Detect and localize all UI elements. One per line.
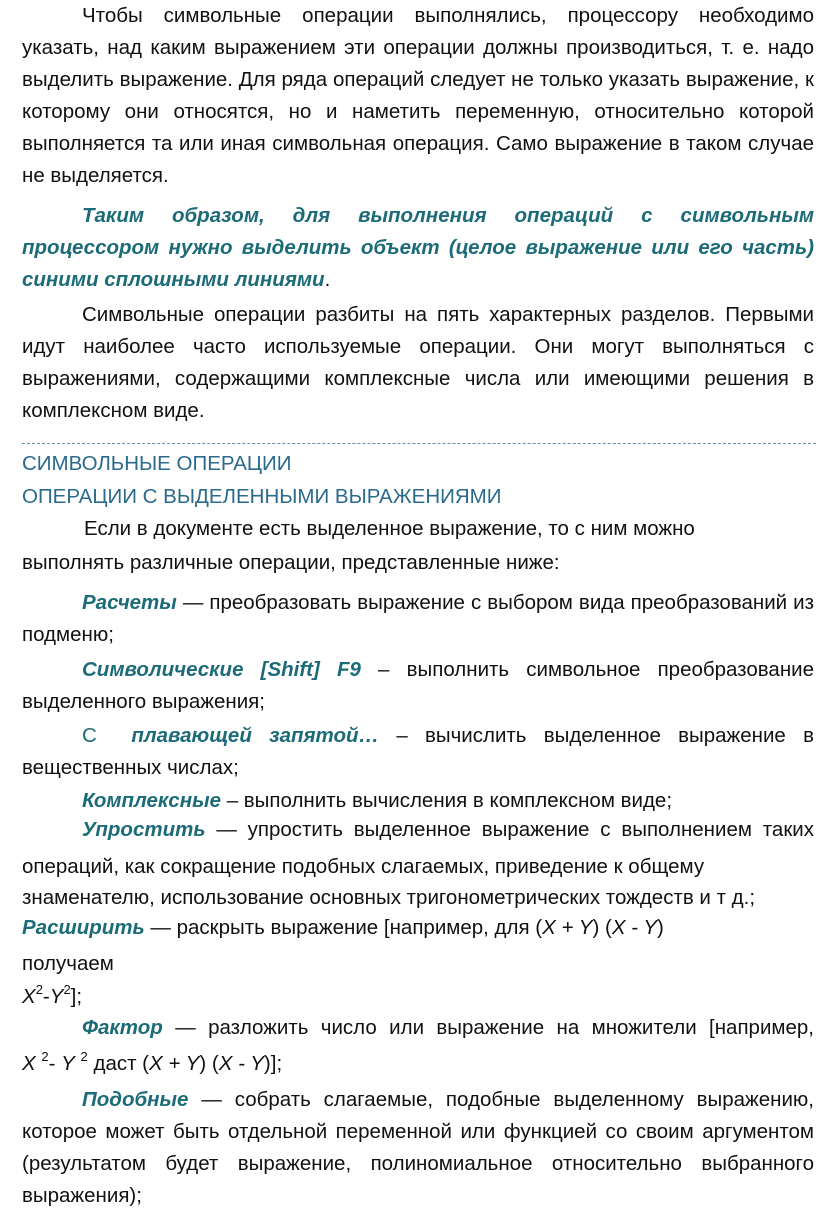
item-simplify-line-3: знаменателю, использование основных тригонометрических тождеств и т д.; (22, 886, 756, 909)
symb-description: – выполнить символьное преобразование выделенного выражения; (22, 658, 814, 713)
intro-paragraph-3: Символьные операции разбиты на пять характерных разделов. Первыми идут наиболее часто используемые операции. Они могут выполняться с выражениями, содержащими комплексные числа или имеющими решения в комплексном виде. (22, 303, 814, 422)
section-separator (22, 443, 816, 444)
term-floating: плавающей запятой… (131, 724, 380, 747)
term-similar: Подобные (82, 1088, 189, 1111)
section-heading: СИМВОЛЬНЫЕ ОПЕРАЦИИ (22, 452, 292, 475)
complex-description: – выполнить вычисления в комплексном виде; (221, 789, 673, 812)
term-complex: Комплексные (82, 789, 221, 812)
item-factor-line-1: Фактор — разложить число или выражение на множители [например, (82, 1016, 814, 1039)
expand-result-label: получаем (22, 952, 114, 975)
simplify-description-1: — упростить выделенное выражение с выполнением таких (205, 818, 814, 841)
item-floating (22, 720, 814, 784)
item-simplify-line-1 (82, 816, 814, 844)
float-description: – вычислить выделенное выражение в вещественных числах; (22, 724, 814, 779)
term-symbolic: Символические [Shift] F9 (82, 658, 361, 681)
intro-paragraph-2 (22, 200, 814, 296)
term-simplify: Упростить (82, 818, 206, 841)
item-symbolic (22, 654, 814, 718)
float-prefix: С (82, 724, 97, 747)
similar-description: — собрать слагаемые, подобные выделенному выражению, которое может быть отдельной переменной или функцией со своим аргументом (результатом будет выражение, полиномиальное относительно выбранного выражения); (22, 1088, 814, 1207)
expand-result-formula: $X^2-Y^2$]; (22, 982, 83, 1008)
emphasis-period: . (324, 268, 331, 291)
lead-line-2: выполнять различные операции, представленные ниже: (22, 551, 560, 574)
term-calculations: Расчеты (82, 591, 177, 614)
emphasis-text: Таким образом, для выполнения операций с символьным процессором нужно выделить объект (целое выражение или его часть) синими сплошными линиями (22, 204, 814, 291)
calc-description: — преобразовать выражение с выбором вида преобразований из подменю; (22, 591, 814, 646)
item-calculations (22, 587, 814, 651)
lead-line-1: Если в документе есть выделенное выражение, то с ним можно (84, 517, 695, 540)
item-complex (82, 787, 672, 815)
item-expand: Расширить — раскрыть выражение [например, для (X + Y) (X - Y) (22, 916, 664, 939)
intro-paragraph-1: Чтобы символьные операции выполнялись, процессору необходимо указать, над каким выражением эти операции должны производиться, т. е. надо выделить выражение. Для ряда операций следует не только указать выражение, к которому они относятся, но и наметить переменную, относительно которой выполняется та или иная символьная операция. Само выражение в таком случае не выделяется. (22, 4, 814, 187)
term-factor: Фактор (82, 1016, 163, 1039)
subsection-heading: ОПЕРАЦИИ С ВЫДЕЛЕННЫМИ ВЫРАЖЕНИЯМИ (22, 485, 502, 508)
item-factor-line-2: X $^2$- Y $^2$ даст (X + Y) (X - Y)]; (22, 1049, 283, 1075)
item-simplify-line-2: операций, как сокращение подобных слагаемых, приведение к общему (22, 855, 705, 878)
term-expand: Расширить (22, 916, 145, 939)
item-similar (22, 1084, 814, 1212)
